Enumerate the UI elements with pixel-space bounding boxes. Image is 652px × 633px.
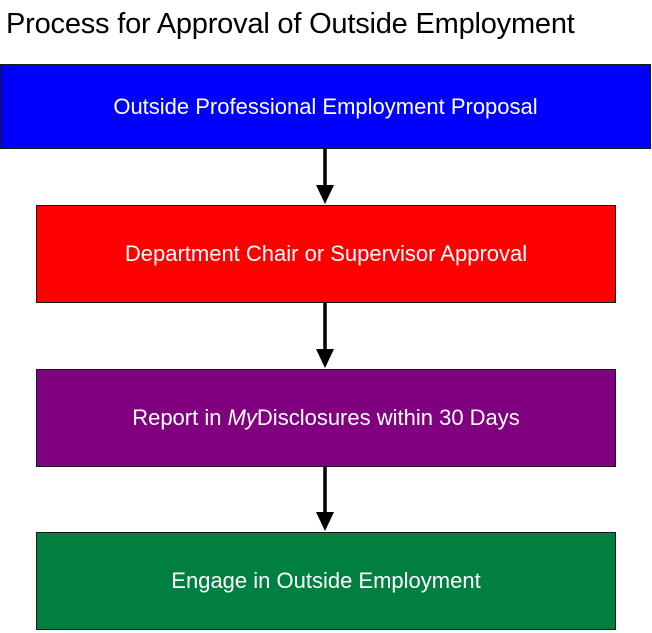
flow-arrow-3 xyxy=(316,467,334,531)
step-label: Outside Professional Employment Proposal xyxy=(113,93,538,119)
flow-arrow-2 xyxy=(316,303,334,368)
step-label-suffix: Disclosures within 30 Days xyxy=(256,405,520,430)
diagram-title: Process for Approval of Outside Employment xyxy=(6,8,575,40)
step-label-prefix: Report in xyxy=(132,405,228,430)
flow-arrow-1 xyxy=(316,149,334,204)
step-label: Engage in Outside Employment xyxy=(171,568,481,593)
step-label: Department Chair or Supervisor Approval xyxy=(124,241,528,266)
step-label-emphasis: My xyxy=(227,405,257,430)
